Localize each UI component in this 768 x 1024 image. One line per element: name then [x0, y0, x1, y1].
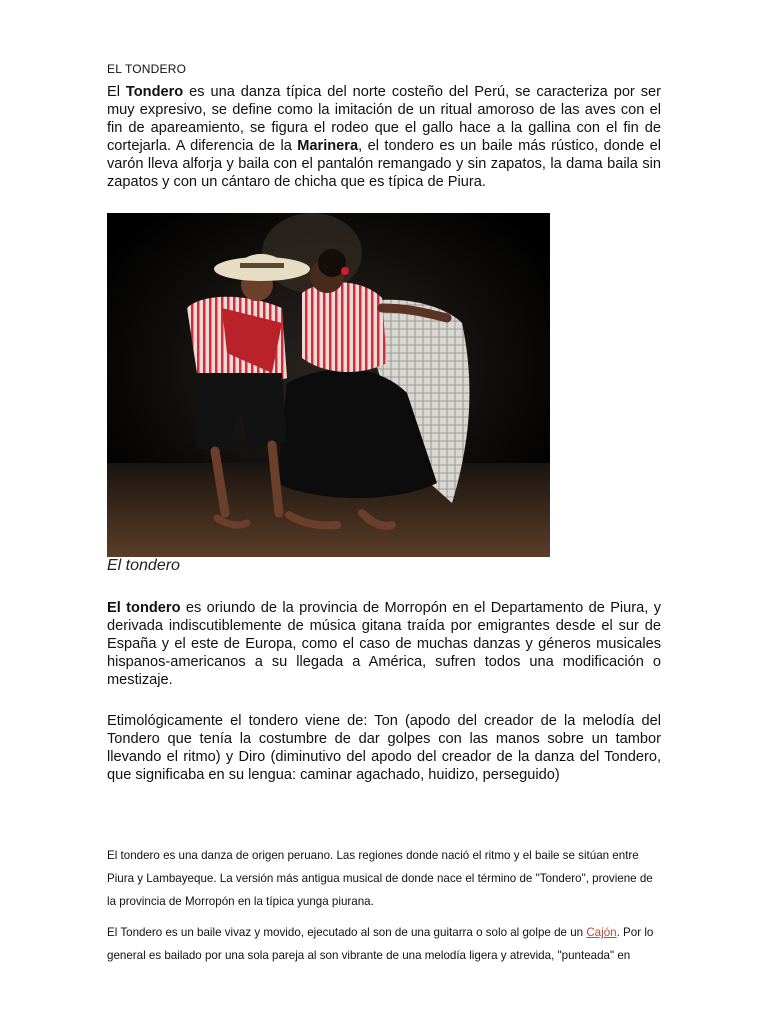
- intro-start: El: [107, 84, 126, 100]
- intro-bold-tondero: Tondero: [125, 84, 184, 100]
- intro-bold-marinera: Marinera: [297, 138, 359, 154]
- origin-bold: El tondero: [107, 600, 181, 616]
- intro-end: , el tondero es un baile más rústico, donde el varón lleva alforja y baila con el pantalón remangado y sin zapatos, la dama baila sin zapatos y con un cántaro de chicha que es típica de Piura.: [107, 138, 661, 190]
- origin-text: es oriundo de la provincia de Morropón en el Departamento de Piura, y derivada indiscutiblemente de música gitana traída por emigrantes desde el sur de España y el este de Europa, como el caso de muchas danzas y géneros musicales hispanos-americanos a su llegada a América, sufren todos una modificación o mestizaje.: [107, 600, 661, 688]
- description-start: El Tondero es un baile vivaz y movido, ejecutado al son de una guitarra o solo al golpe de un: [107, 926, 587, 939]
- description-end: . Por lo general es bailado por una sola pareja al son vibrante de una melodía ligera y atrevida, "punteada" en: [107, 926, 654, 962]
- etymology-paragraph: Etimológicamente el tondero viene de: Ton (apodo del creador de la melodía del Tondero que tenía la costumbre de dar golpes con las manos sobre un tambor llevando el ritmo) y Diro (diminutivo del apodo del creador de la danza del Tondero, que significaba en su lengua: caminar agachado, huidizo, perseguido): [107, 713, 661, 783]
- photo-caption: El tondero: [107, 557, 180, 574]
- description-paragraph: [107, 921, 661, 967]
- dancers-photo-illustration: [107, 213, 550, 557]
- history-paragraph: El tondero es una danza de origen peruano. Las regiones donde nació el ritmo y el baile se sitúan entre Piura y Lambayeque. La versión más antigua musical de donde nace el término de "Tondero", proviene de la provincia de Morropón en la típica yunga piurana.: [107, 849, 653, 908]
- document-heading: EL TONDERO: [107, 62, 187, 76]
- cajon-link[interactable]: Cajón: [586, 926, 617, 939]
- origin-paragraph: [107, 599, 661, 689]
- dancers-photo: [107, 213, 550, 557]
- intro-middle: es una danza típica del norte costeño del Perú, se caracteriza por ser muy expresivo, se define como la imitación de un ritual amoroso de las aves con el fin de apareamiento, se figura el rodeo que el gallo hace a la gallina con el fin de cortejarla. A diferencia de la: [107, 84, 661, 154]
- intro-paragraph: [107, 83, 661, 191]
